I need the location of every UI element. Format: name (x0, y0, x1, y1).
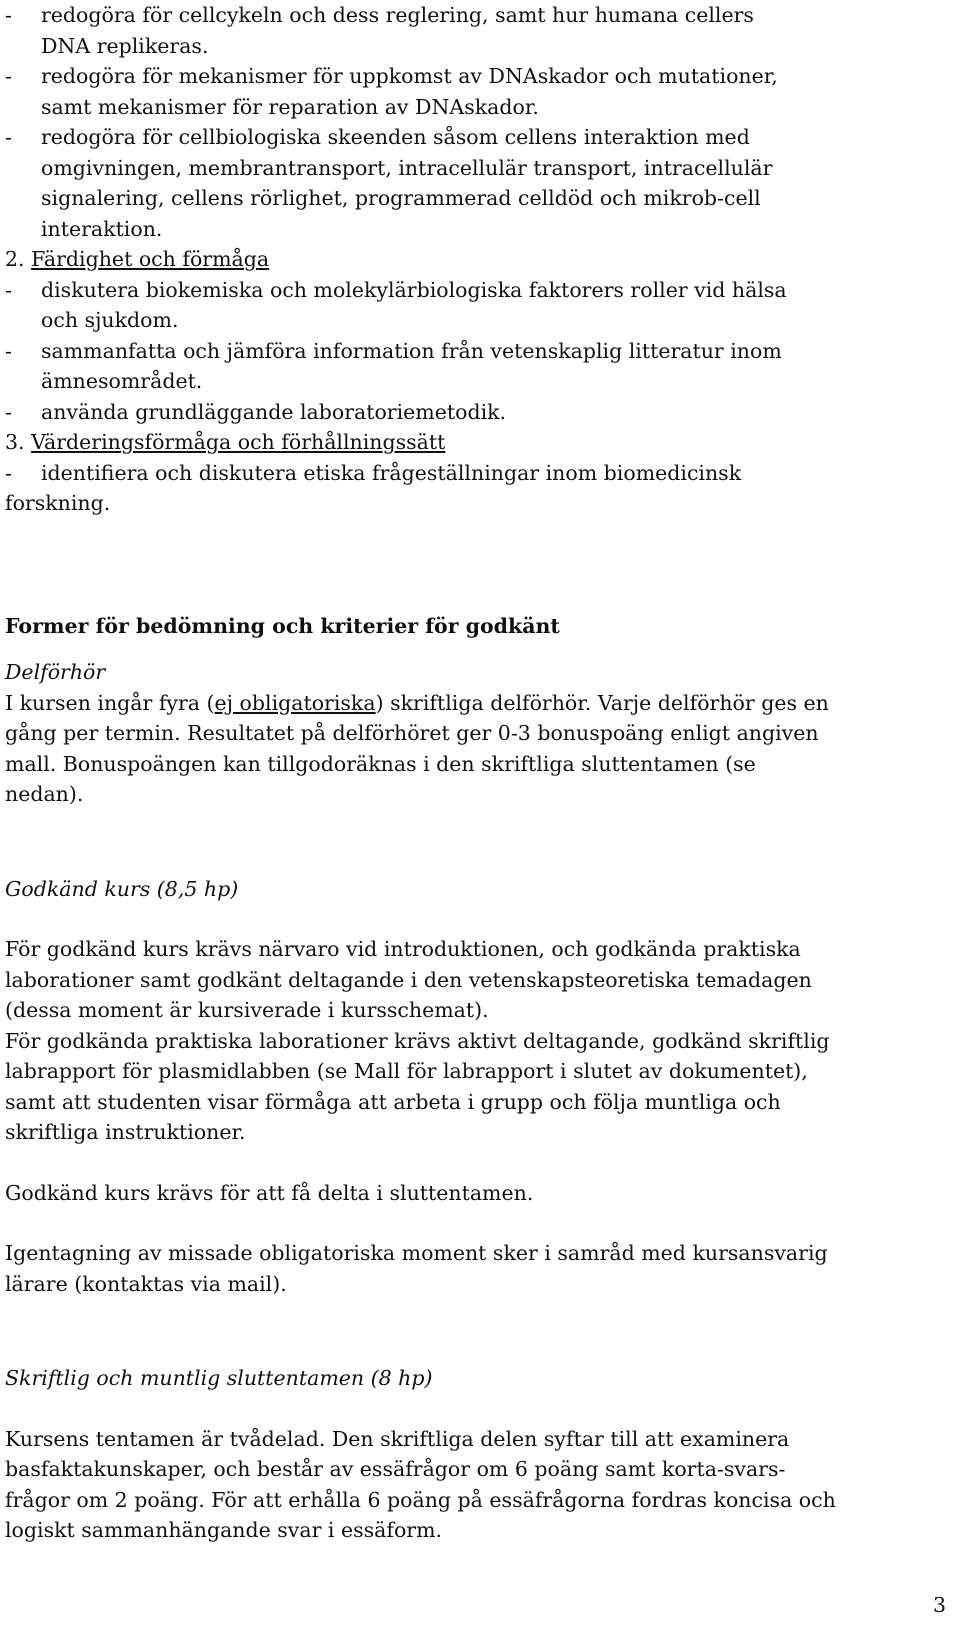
bullet-continuation: forskning. (5, 491, 111, 515)
text-line: För godkända praktiska laborationer krävs aktivt deltagande, godkänd skriftlig (5, 1028, 830, 1053)
delforhor-line: nedan). (5, 782, 84, 806)
bullet-text: redogöra för cellbiologiska skeenden såsom cellens interaktion med (41, 125, 750, 149)
sluttentamen-subheading: Skriftlig och muntlig sluttentamen (8 hp) (5, 1366, 433, 1390)
godkand-subheading: Godkänd kurs (8,5 hp) (5, 876, 239, 901)
bullet-text: identifiera och diskutera etiska frågeställningar inom biomedicinsk (41, 460, 742, 485)
bullet-literature (5, 336, 950, 397)
bullet-text: och sjukdom. (41, 308, 179, 332)
section-2-heading (5, 244, 950, 275)
delforhor-subheading: Delförhör (5, 660, 106, 684)
assessment-heading: Former för bedömning och kriterier för godkänt (5, 613, 560, 638)
delforhor-line: gång per termin. Resultatet på delförhöret ger 0-3 bonuspoäng enligt angiven (5, 721, 819, 745)
underlined-text: ej obligatoriska (214, 690, 376, 715)
bullet-text: interaktion. (41, 216, 163, 241)
bullet-text: DNA replikeras. (41, 33, 209, 58)
bullet-dna-damage (5, 61, 950, 122)
godkand-para-3: Godkänd kurs krävs för att få delta i sluttentamen. (5, 1180, 534, 1205)
text-line: labrapport för plasmidlabben (se Mall för labrapport i slutet av dokumentet), (5, 1059, 808, 1083)
bullet-text: diskutera biokemiska och molekylärbiologiska faktorers roller vid hälsa (41, 277, 787, 302)
text-line: Igentagning av missade obligatoriska moment sker i samråd med kursansvarig (5, 1241, 828, 1265)
section-2-number: 2. (5, 247, 32, 271)
section-3-heading (5, 427, 950, 458)
bullet-text: samt mekanismer för reparation av DNAskador. (41, 94, 539, 119)
text-line: logiskt sammanhängande svar i essäform. (5, 1518, 443, 1542)
bullet-text: redogöra för cellcykeln och dess reglering, samt hur humana cellers (41, 3, 754, 27)
text-line: skriftliga instruktioner. (5, 1120, 246, 1144)
bullet-text: signalering, cellens rörlighet, programmerad celldöd och mikrob-cell (41, 186, 761, 210)
godkand-para-1 (5, 934, 950, 1026)
bullet-text: använda grundläggande laboratoriemetodik. (41, 399, 507, 424)
bullet-text: omgivningen, membrantransport, intracellulär transport, intracellulär (41, 155, 773, 180)
bullet-text: redogöra för mekanismer för uppkomst av DNAskador och mutationer, (41, 64, 778, 88)
text-run: I kursen ingår fyra ( (5, 690, 215, 715)
section-3-title: Värderingsförmåga och förhållningssätt (31, 430, 446, 454)
bullet-cellcycle (5, 0, 950, 61)
bullet-ethics (5, 458, 950, 489)
bullet-dash: - (5, 460, 12, 485)
delforhor-line (5, 688, 950, 719)
text-line: (dessa moment är kursiverade i kursschemat). (5, 998, 489, 1022)
bullet-dash: - (5, 3, 12, 27)
bullet-cellbiology (5, 122, 950, 244)
sluttentamen-paragraph (5, 1424, 950, 1546)
bullet-health (5, 275, 950, 336)
text-line: samt att studenten visar förmåga att arbeta i grupp och följa muntliga och (5, 1089, 781, 1114)
text-line: basfaktakunskaper, och består av essäfrågor om 6 poäng samt korta-svars- (5, 1457, 786, 1481)
bullet-text: ämnesområdet. (41, 369, 203, 393)
text-line: frågor om 2 poäng. För att erhålla 6 poäng på essäfrågorna fordras koncisa och (5, 1487, 836, 1512)
bullet-dash: - (5, 399, 12, 424)
bullet-lab-methods (5, 397, 950, 428)
text-run: ) skriftliga delförhör. Varje delförhör ges en (375, 690, 829, 715)
bullet-text: sammanfatta och jämföra information från vetenskaplig litteratur inom (41, 338, 782, 363)
bullet-dash: - (5, 64, 12, 88)
page-number: 3 (932, 1593, 946, 1617)
godkand-para-4 (5, 1238, 950, 1299)
text-line: För godkänd kurs krävs närvaro vid introduktionen, och godkända praktiska (5, 937, 801, 961)
text-line: laborationer samt godkänt deltagande i den vetenskapsteoretiska temadagen (5, 967, 812, 992)
bullet-dash: - (5, 277, 12, 302)
delforhor-line: mall. Bonuspoängen kan tillgodoräknas i den skriftliga sluttentamen (se (5, 751, 756, 776)
bullet-dash: - (5, 125, 12, 149)
section-2-title: Färdighet och förmåga (31, 247, 270, 271)
godkand-para-2 (5, 1026, 950, 1148)
bullet-dash: - (5, 338, 12, 363)
document-page (5, 0, 950, 1546)
text-line: Kursens tentamen är tvådelad. Den skriftliga delen syftar till att examinera (5, 1426, 790, 1451)
section-3-number: 3. (5, 430, 32, 454)
text-line: lärare (kontaktas via mail). (5, 1271, 287, 1296)
